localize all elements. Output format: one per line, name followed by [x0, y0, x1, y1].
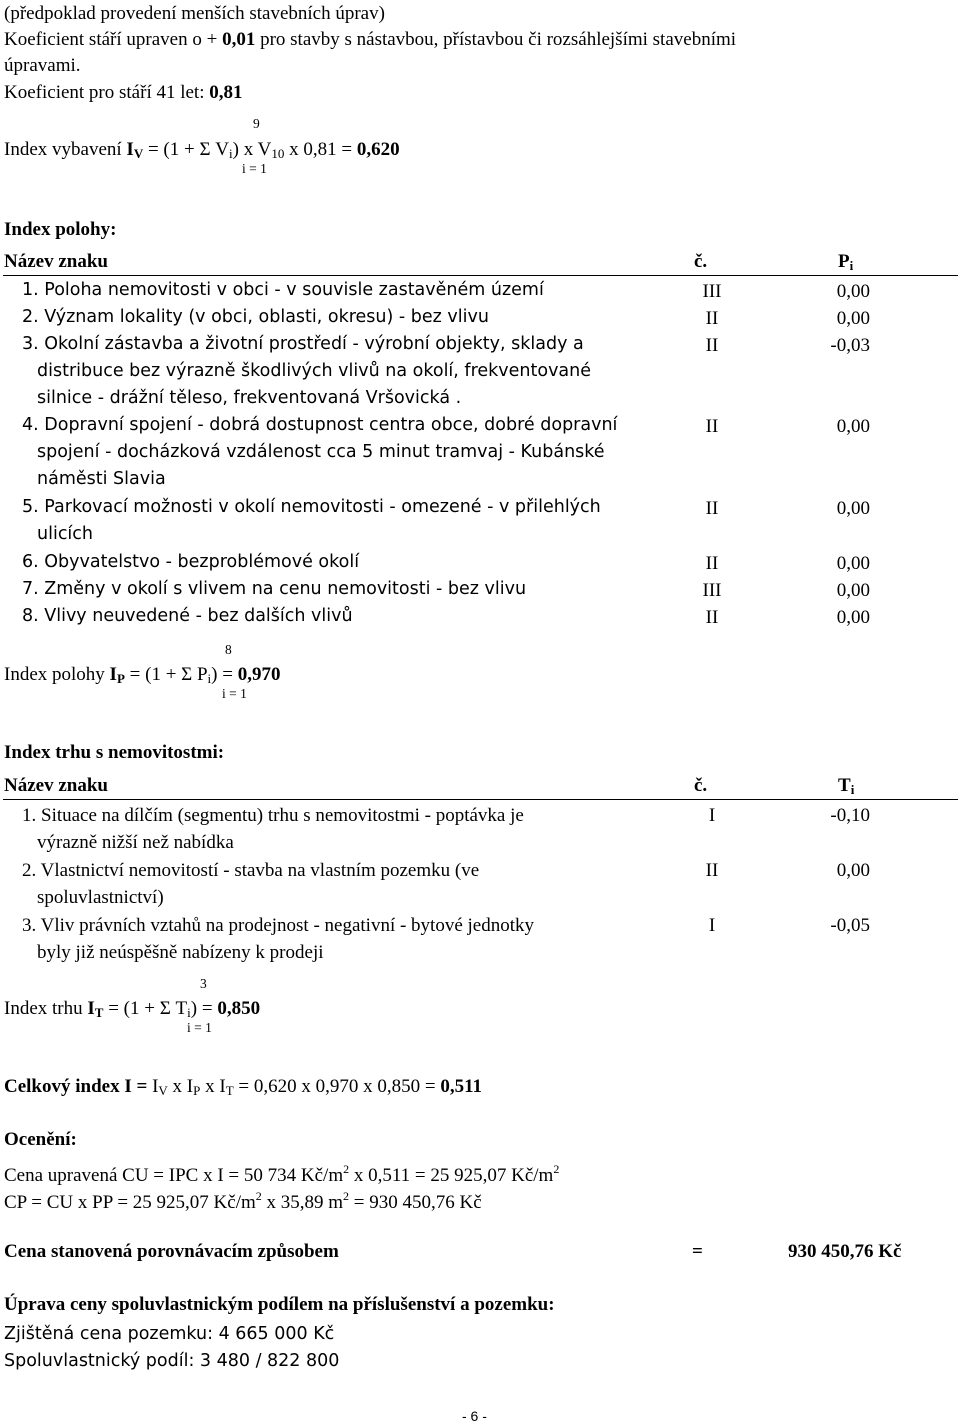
intro-line-3: úpravami.: [4, 55, 81, 76]
column-header-c: č.: [694, 775, 708, 796]
table-row-text: silnice - drážní těleso, frekventovaná Vršovická .: [37, 388, 462, 408]
table-row-value: 0,00: [836, 607, 870, 628]
table-row-value: 0,00: [836, 553, 870, 574]
table-row-text: 2. Význam lokality (v obci, oblasti, okresu) - bez vlivu: [22, 307, 489, 327]
section-heading-uprava: Úprava ceny spoluvlastnickým podílem na příslušenství a pozemku:: [4, 1294, 555, 1315]
index-polohy-formula: Index polohy $I_P = (1 + \Sigma$ $P_i) = 0,970$: [4, 664, 281, 686]
sum-upper-limit: 9: [253, 116, 260, 131]
column-header-t: $T_i$: [838, 775, 855, 797]
table-row-class: III: [702, 580, 722, 601]
table-row-text: 3. Okolní zástavba a životní prostředí - výrobní objekty, sklady a: [22, 334, 584, 354]
table-row-text: 2. Vlastnictví nemovitostí - stavba na vlastním pozemku (ve: [22, 860, 480, 881]
table-row-value: 0,00: [836, 580, 870, 601]
table-row-value: 0,00: [836, 281, 870, 302]
column-header-name: Název znaku: [4, 251, 108, 272]
table-row-text: 1. Situace na dílčím (segmentu) trhu s nemovitostmi - poptávka je: [22, 805, 524, 826]
cena-stanovena-label: Cena stanovená porovnávacím způsobem: [4, 1241, 339, 1262]
table-row-text: 7. Změny v okolí s vlivem na cenu nemovitosti - bez vlivu: [22, 579, 527, 599]
page-number: - 6 -: [462, 1408, 487, 1424]
sum-lower-limit: i = 1: [187, 1020, 212, 1035]
table-row-class: II: [705, 416, 719, 437]
header-rule: [3, 275, 958, 276]
table-row-value: 0,00: [836, 416, 870, 437]
section-heading-trhu: Index trhu s nemovitostmi:: [4, 742, 225, 763]
table-row-text: 4. Dopravní spojení - dobrá dostupnost centra obce, dobré dopravní: [22, 415, 618, 435]
table-row-class: II: [705, 607, 719, 628]
table-row-class: I: [708, 805, 716, 826]
table-row-class: I: [708, 915, 716, 936]
sum-lower-limit: i = 1: [222, 686, 247, 701]
column-header-p: $P_i$: [838, 251, 854, 273]
cena-upravena: Cena upravená CU = IPC x I = 50 734 $Kč/m^2$ x 0,511 = 25 925,07 $Kč/m^2$: [4, 1162, 560, 1186]
header-rule: [3, 799, 958, 800]
equals-sign: =: [692, 1241, 703, 1262]
intro-line-2: Koeficient stáří upraven o + 0,01 pro stavby s nástavbou, přístavbou či rozsáhlejšími stavebními: [4, 29, 737, 50]
table-row-text: byly již neúspěšně nabízeny k prodeji: [37, 942, 324, 963]
celkovy-index-formula: Celkový index $I = I_V$ x $I_P$ x $I_T = 0,620$ x 0,970 x 0,850 = 0,511: [4, 1076, 483, 1098]
column-header-name: Název znaku: [4, 775, 108, 796]
index-vybaveni-formula: Index vybavení $I_V = (1 + \Sigma$ $V_i$) x $V_{10}$ x 0,81 = 0,620: [4, 139, 400, 161]
table-row-text: 3. Vliv právních vztahů na prodejnost - negativní - bytové jednotky: [22, 915, 535, 936]
table-row-text: 6. Obyvatelstvo - bezproblémové okolí: [22, 552, 360, 572]
table-row-text: výrazně nižší než nabídka: [37, 832, 234, 853]
stari-coefficient: Koeficient pro stáří 41 let: 0,81: [4, 82, 243, 103]
table-row-text: náměsti Slavia: [37, 469, 166, 489]
cena-cp: CP = CU x PP = 25 925,07 $Kč/m^2$ x 35,89 $m^2 = 930$ 450,76 Kč: [4, 1189, 482, 1213]
table-row-value: -0,03: [830, 335, 870, 356]
sum-lower-limit: i = 1: [242, 161, 267, 176]
table-row-text: 5. Parkovací možnosti v okolí nemovitosti - omezené - v přilehlých: [22, 497, 601, 517]
sum-upper-limit: 3: [200, 976, 207, 991]
table-row-value: 0,00: [836, 308, 870, 329]
table-row-text: 8. Vlivy neuvedené - bez dalších vlivů: [22, 606, 353, 626]
table-row-text: 1. Poloha nemovitosti v obci - v souvisle zastavěném území: [22, 280, 544, 300]
section-heading-oceneni: Ocenění:: [4, 1129, 77, 1150]
table-row-value: -0,10: [830, 805, 870, 826]
sum-upper-limit: 8: [225, 642, 232, 657]
index-trhu-formula: Index trhu $I_T = (1 + \Sigma$ $T_i) = 0,850$: [4, 998, 261, 1020]
table-row-class: III: [702, 281, 722, 302]
table-row-class: II: [705, 335, 719, 356]
table-row-value: 0,00: [836, 498, 870, 519]
cena-pozemku: Zjištěná cena pozemku: 4 665 000 Kč: [4, 1324, 335, 1344]
table-row-value: 0,00: [836, 860, 870, 881]
table-row-text: spoluvlastnictví): [37, 887, 164, 908]
table-row-text: spojení - docházková vzdálenost cca 5 minut tramvaj - Kubánské: [37, 442, 605, 462]
table-row-text: distribuce bez výrazně škodlivých vlivů na okolí, frekventované: [37, 361, 592, 381]
cena-stanovena-value: 930 450,76 Kč: [788, 1241, 902, 1262]
table-row-class: II: [705, 308, 719, 329]
spoluvlastnicky-podil: Spoluvlastnický podíl: 3 480 / 822 800: [4, 1351, 340, 1371]
table-row-text: ulicích: [37, 524, 94, 544]
table-row-class: II: [705, 498, 719, 519]
table-row-class: II: [705, 860, 719, 881]
table-row-class: II: [705, 553, 719, 574]
column-header-c: č.: [694, 251, 708, 272]
table-row-value: -0,05: [830, 915, 870, 936]
section-heading-polohy: Index polohy:: [4, 219, 117, 240]
intro-line-1: (předpoklad provedení menších stavebních úprav): [4, 3, 385, 24]
